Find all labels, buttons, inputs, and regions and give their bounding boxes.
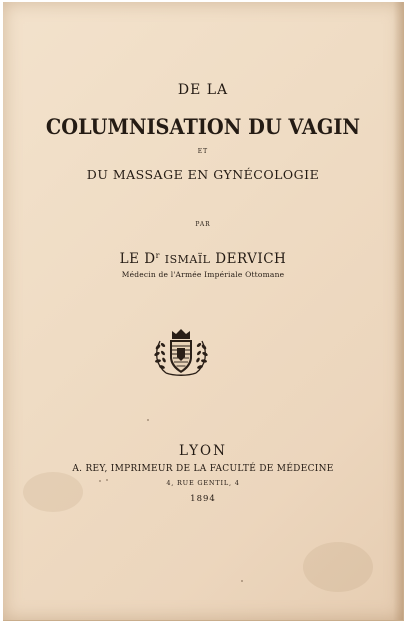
coat-of-arms-icon — [152, 327, 210, 377]
author-first-name: ISMAÏL — [164, 253, 211, 266]
doctor-superscript: r — [155, 251, 160, 260]
author-prefix: LE D — [119, 251, 156, 267]
publication-year: 1894 — [190, 494, 216, 504]
subtitle: DU MASSAGE EN GYNÉCOLOGIE — [86, 167, 320, 182]
imprint-city: LYON — [179, 443, 227, 459]
imprint-address: 4, RUE GENTIL, 4 — [166, 479, 240, 487]
title-connector: ET — [197, 148, 209, 155]
paper-stain — [23, 472, 83, 512]
title-line-de-la: DE LA — [177, 82, 229, 98]
author-name — [3, 251, 403, 267]
title-page — [3, 2, 404, 621]
paper-stain — [303, 542, 373, 592]
main-title: COLUMNISATION DU VAGIN — [45, 114, 361, 139]
by-label: PAR — [195, 221, 211, 228]
author-last-name: DERVICH — [215, 251, 287, 267]
author-affiliation: Médecin de l'Armée Impériale Ottomane — [121, 270, 285, 279]
paper-fleck — [147, 419, 149, 421]
paper-fleck — [241, 580, 243, 582]
imprint-printer: A. REY, IMPRIMEUR DE LA FACULTÉ DE MÉDECINE — [72, 464, 334, 474]
